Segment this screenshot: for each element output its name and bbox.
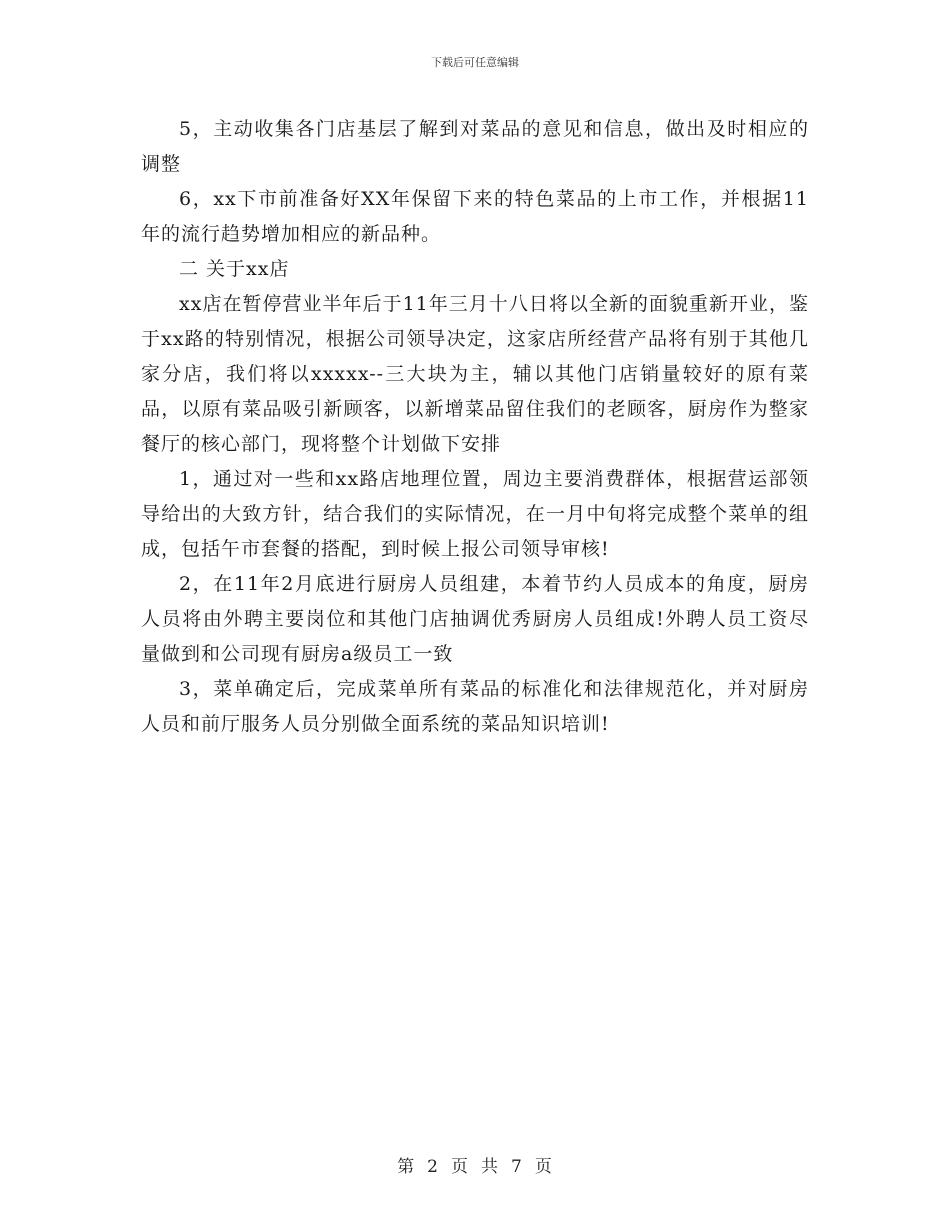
header-note: 下载后可任意编辑 xyxy=(431,56,519,69)
footer-total-word: 共 xyxy=(481,1157,499,1177)
footer-page-unit: 页 xyxy=(451,1157,469,1177)
paragraph-intro: xx店在暂停营业半年后于11年三月十八日将以全新的面貌重新开业，鉴于xx路的特别情况，根据公司领导决定，这家店所经营产品将有别于其他几家分店，我们将以xxxxx--三大块为主，辅以其他门店销量较好的原有菜品，以原有菜品吸引新顾客，以新增菜品留住我们的老顾客，厨房作为整家餐厅的核心部门，现将整个计划做下安排 xyxy=(141,293,809,455)
footer-suffix: 页 xyxy=(534,1157,553,1177)
paragraph-plan-1: 1，通过对一些和xx路店地理位置，周边主要消费群体，根据营运部领导给出的大致方针，结合我们的实际情况，在一月中旬将完成整个菜单的组成，包括午市套餐的搭配，到时候上报公司领导审核! xyxy=(141,468,809,560)
paragraph-plan-2: 2，在11年2月底进行厨房人员组建，本着节约人员成本的角度，厨房人员将由外聘主要岗位和其他门店抽调优秀厨房人员组成!外聘人员工资尽量做到和公司现有厨房a级员工一致 xyxy=(141,573,809,665)
paragraph-item-6: 6，xx下市前准备好XX年保留下来的特色菜品的上市工作，并根据11年的流行趋势增加相应的新品种。 xyxy=(141,188,809,245)
footer-current-page: 2 xyxy=(427,1157,439,1177)
document-body xyxy=(141,112,809,742)
paragraph-item-5: 5，主动收集各门店基层了解到对菜品的意见和信息，做出及时相应的调整 xyxy=(141,118,809,175)
footer-prefix: 第 xyxy=(397,1157,416,1177)
page-footer xyxy=(0,1152,950,1177)
paragraph-plan-3: 3，菜单确定后，完成菜单所有菜品的标准化和法律规范化，并对厨房人员和前厅服务人员分别做全面系统的菜品知识培训! xyxy=(141,678,809,735)
footer-total-pages: 7 xyxy=(511,1157,523,1177)
section-heading: 二 关于xx店 xyxy=(179,258,290,280)
